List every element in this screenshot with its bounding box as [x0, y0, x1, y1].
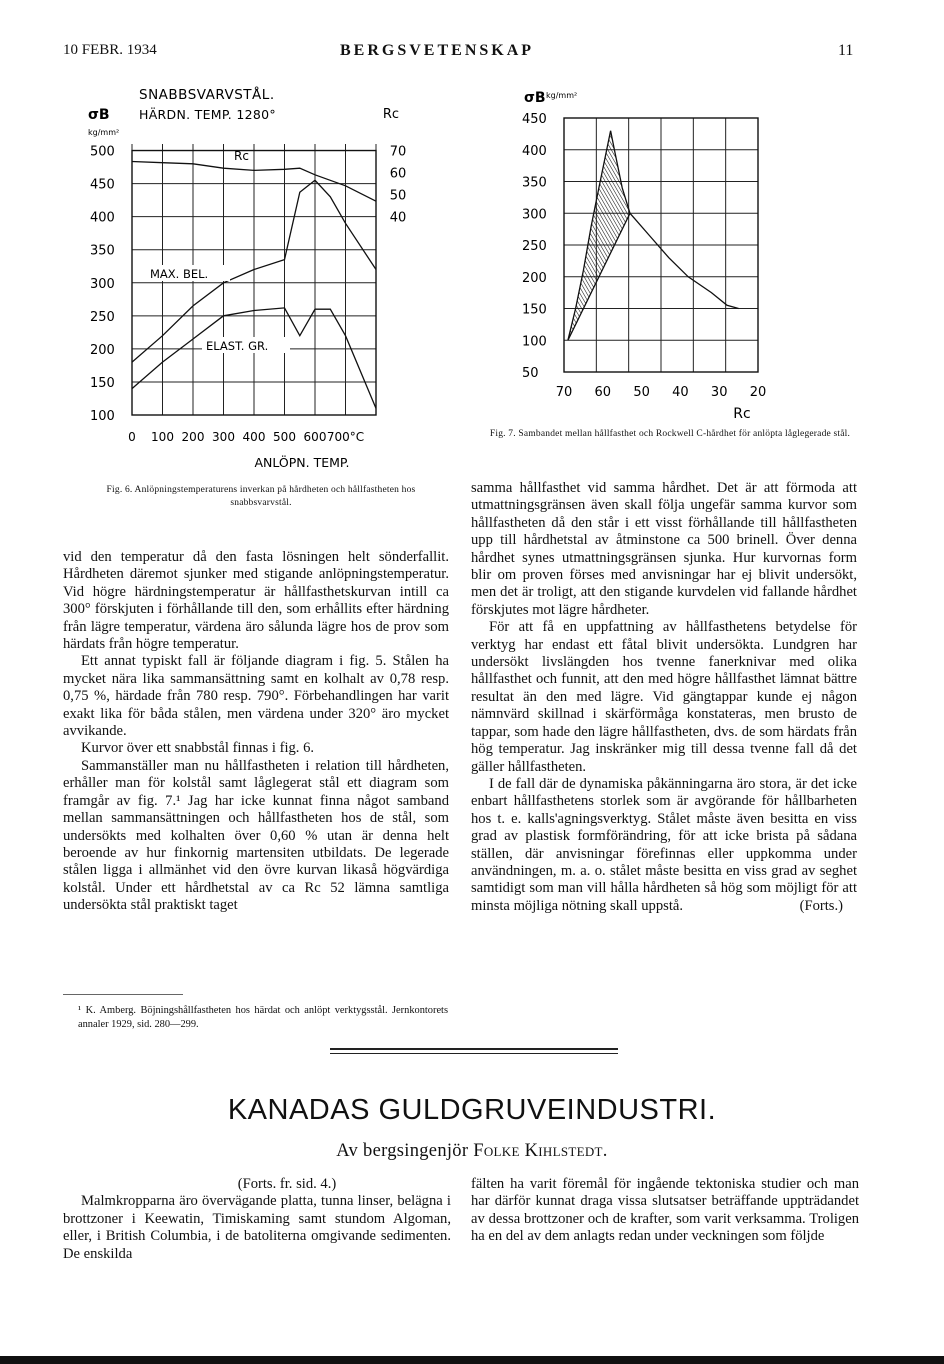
- y-tick-label: 250: [522, 239, 547, 254]
- y-tick-label-right: 50: [389, 188, 407, 204]
- y-tick-label: 400: [522, 143, 547, 159]
- y-axis-unit: kg/mm²: [546, 91, 578, 100]
- journal-title: BERGSVETENSKAP: [340, 42, 535, 59]
- y-tick-label-right: 60: [389, 166, 407, 182]
- page-number: 11: [838, 42, 854, 59]
- fig7-chart: [506, 82, 806, 422]
- paragraph: Ett annat typiskt fall är följande diagram i fig. 5. Stålen ha mycket nära lika sammansättning samt en kolhalt av 0,78 resp. 0,75 %, härdade från 780 resp. 790°. Förbehandlingen har varit exakt lika för båda stålen, men värdena under 320° äro mycket avvikande.: [63, 653, 449, 740]
- y-tick-label: 100: [522, 334, 547, 350]
- y-tick-label-right: 70: [389, 144, 407, 160]
- fig6-chart: [84, 82, 407, 482]
- x-tick-label: 400: [242, 430, 266, 444]
- figure-7-caption: Fig. 7. Sambandet mellan hållfasthet och Rockwell C-hårdhet för anlöpta låglegerade stål.: [489, 429, 851, 439]
- y-tick-label: 200: [522, 270, 547, 286]
- x-tick-label: 500: [273, 430, 296, 444]
- paragraph: För att få en uppfattning av hållfasthetens betydelse för verktyg har endast ett fåtal blivit undersökta. Lundgren har undersökt livslängden hos tvenne fanerknivar med olika hållfasthet och funnit, att den med högre hållfasthet lämnat bättre resultat än den med lägre. Vid gängtappar kunde ej någon nämnvärd skillnad i skärförmåga konstateras, men brusto de tappar, som hade den lägre hållfastheten, dvs. de som härdats från hög temperatur. Jag inskränker mig till dessa tvenne fall då det gäller hållfastheten.: [471, 619, 857, 775]
- x-tick-label: 300: [212, 430, 235, 444]
- y-tick-label: 50: [522, 366, 539, 381]
- curve-label: MAX. BEL.: [150, 267, 209, 281]
- figure-6-caption: Fig. 6. Anlöpningstemperaturens inverkan på hårdheten och hållfastheten hos snabbsvarvstål.: [106, 485, 416, 508]
- x-tick-label: 700°C: [326, 430, 365, 444]
- right-column: [471, 480, 857, 916]
- continued-marker: (Forts.): [799, 898, 843, 915]
- y-axis-unit-left: kg/mm²: [88, 128, 120, 137]
- footnote-divider: [63, 994, 183, 995]
- paragraph: Malmkropparna äro övervägande platta, tunna linser, belägna i brottzoner i Keewatin, Timiskaming samt stundom Algoman, eller, i British Columbia, i de batoliterna omgivande sedimenten. De enskilda: [63, 1193, 451, 1262]
- series-line: [630, 213, 739, 308]
- paragraph: samma hållfasthet vid samma hårdhet. Det är att förmoda att utmattningsgränsen även skall följa ungefär samma kurvor som hållfastheten då den står i ett visst förhållande till hållfastheten upp till hårdhetstal av åtminstone ca 500 brinell. Över denna hårdhet synes utmattningsgränsen sjunka. Hur kurvornas form blir om proven förses med anvisningar har ej blivit undersökt, men det är troligt, att den stigande kurvdelen vid fallande hårdhet förskjutes mot lägre hårdheter.: [471, 480, 857, 618]
- paragraph: Sammanställer man nu hållfastheten i relation till hårdheten, erhåller man för kolstål samt låglegerat stål ett diagram som framgår av fig. 7.¹ Jag har icke kunnat finna något samband mellan sammansättningen och hållfastheten hos de stål, som undersökts med kolhalten över 0,60 % utan är denna helt beroende av hur finkornig martensiten utbildats. De legerade stålen ligga i allmänhet vid den övre kurvan likaså högvärdiga kolstål. Under ett hårdhetstal av ca Rc 52 lämna samtliga undersökta stål praktiskt taget: [63, 757, 449, 914]
- y-tick-label: 250: [90, 309, 115, 325]
- article-title: KANADAS GULDGRUVEINDUSTRI.: [227, 1094, 717, 1126]
- y-tick-label: 350: [90, 243, 115, 259]
- x-tick-label: 20: [749, 385, 767, 400]
- y-tick-label: 150: [90, 375, 115, 391]
- y-tick-label: 500: [90, 144, 115, 160]
- paragraph: I de fall där de dynamiska påkänningarna äro stora, är det icke enbart hållfasthetens storlek som är avgörande för hållbarheten hos t. e. kalls'agningsverktyg. Stålet måste även besitta en viss grad av plastisk formförändring, för att icke brista på sådana ställen, där anvisningar förefinnas eller uppkomma under användningen, m. a. o. stålet måste besitta en viss grad av seghet samtidigt som man vill hålla hårdheten så hög som möjligt för att minsta möjliga nötning skall uppstå.: [471, 775, 857, 914]
- x-tick-label: 600: [303, 430, 327, 444]
- y-tick-label: 200: [90, 342, 115, 358]
- header-date: 10 FEBR. 1934: [63, 42, 157, 58]
- article-left-column: [63, 1176, 451, 1263]
- figure-6: [84, 82, 407, 482]
- paragraph: Kurvor över ett snabbstål finnas i fig. 6.: [81, 740, 315, 757]
- x-tick-label: 70: [555, 385, 573, 400]
- y-tick-label-right: 40: [389, 210, 407, 226]
- y-tick-label: 450: [522, 112, 547, 127]
- author-name: Folke Kihlstedt.: [473, 1141, 608, 1161]
- paragraph: vid den temperatur då den fasta lösningen helt sönderfallit. Hårdheten däremot sjunker med stigande anlöpningstemperatur. Vid högre härdningstemperatur är hållfasthetskurvan intill ca 300° förskjuten i förhållande till den, som erhållits efter härdning från lägre temperatur, värdena äro sålunda lägre hos de prov som härdats från högre temperatur.: [63, 549, 449, 653]
- chart-title: SNABBSVARVSTÅL.: [139, 87, 275, 103]
- continued-from: (Forts. fr. sid. 4.): [237, 1176, 337, 1192]
- y-axis-label-left: σB: [88, 107, 110, 123]
- scan-edge: [0, 1356, 944, 1364]
- paragraph: fälten ha varit föremål för ingående tektoniska studier och man har därför kunnat draga vissa slutsatser beträffande uppträdandet av dessa brottzoner och de krafter, som varit verksamma. Troligen ha en del av dem anlagts redan under veckningen som följde: [471, 1176, 859, 1245]
- article-right-column: [471, 1176, 859, 1246]
- x-tick-label: 60: [594, 385, 612, 400]
- y-axis-label: σB: [524, 90, 546, 106]
- x-tick-label: 50: [633, 385, 650, 400]
- x-tick-label: 30: [710, 385, 728, 400]
- x-tick-label: 0: [128, 430, 136, 444]
- footnote: ¹ K. Amberg. Böjningshållfastheten hos härdat och anlöpt verktygsstål. Jernkontorets annaler 1929, sid. 280—299.: [78, 1005, 448, 1030]
- y-tick-label: 400: [90, 210, 115, 226]
- y-tick-label: 300: [90, 276, 115, 292]
- y-tick-label: 450: [90, 177, 115, 193]
- byline-prefix: Av bergsingenjör: [336, 1141, 469, 1161]
- y-tick-label: 300: [522, 207, 547, 223]
- article-separator-bottom: [330, 1053, 618, 1054]
- y-tick-label: 350: [522, 175, 547, 191]
- x-tick-label: 100: [151, 430, 174, 444]
- x-tick-label: 200: [181, 430, 205, 444]
- curve-label: Rc: [234, 149, 249, 163]
- article-byline: [0, 1141, 944, 1162]
- figure-7: [506, 82, 806, 422]
- y-tick-label: 150: [522, 302, 547, 318]
- x-axis-label: Rc: [733, 406, 751, 422]
- y-tick-label: 100: [90, 409, 115, 424]
- article-separator-top: [330, 1048, 618, 1050]
- x-tick-label: 40: [672, 385, 689, 400]
- chart-subtitle: HÄRDN. TEMP. 1280°: [139, 107, 276, 122]
- left-column: [63, 549, 449, 915]
- curve-label: ELAST. GR.: [206, 339, 269, 353]
- x-axis-label: ANLÖPN. TEMP.: [254, 455, 350, 470]
- y-axis-label-right: Rc: [382, 107, 399, 122]
